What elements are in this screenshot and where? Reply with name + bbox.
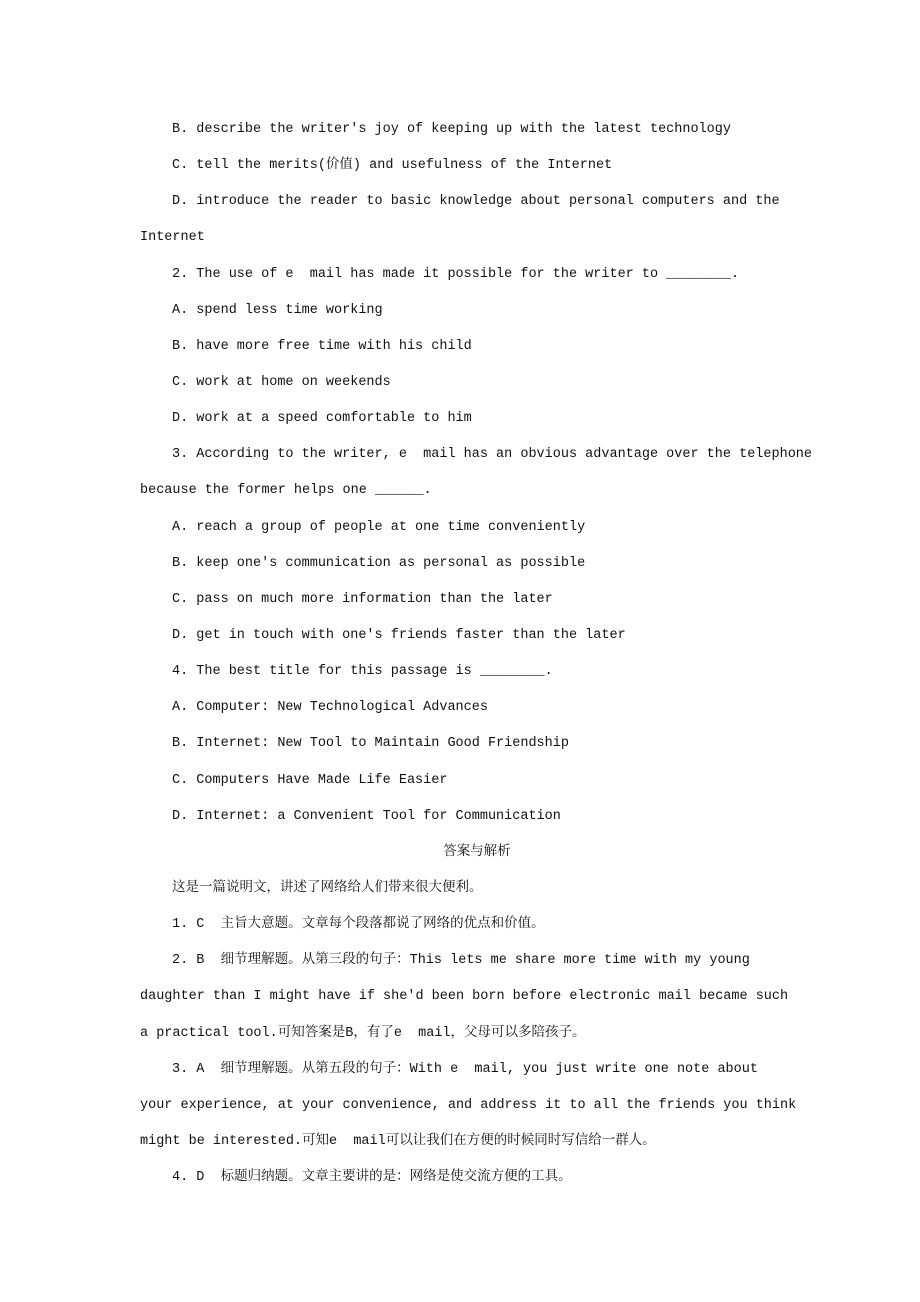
- answer-1: 1. C 主旨大意题。文章每个段落都说了网络的优点和价值。: [172, 917, 545, 933]
- answer-4: 4. D 标题归纳题。文章主要讲的是：网络是使交流方便的工具。: [172, 1170, 572, 1186]
- q2-option-d: D. work at a speed comfortable to him: [172, 411, 472, 427]
- q4-option-b: B. Internet: New Tool to Maintain Good Friendship: [172, 736, 569, 752]
- answer-heading: 答案与解析: [443, 844, 511, 860]
- question-4: 4. The best title for this passage is ________.: [172, 664, 553, 680]
- document-page: [0, 112, 920, 1196]
- answer-2-cont: daughter than I might have if she'd been born before electronic mail became such: [140, 989, 789, 1005]
- question-2: 2. The use of e mail has made it possible for the writer to ________.: [172, 266, 740, 282]
- answer-summary: 这是一篇说明文，讲述了网络给人们带来很大便利。: [172, 880, 483, 896]
- answer-3-cont: your experience, at your convenience, and address it to all the friends you think: [140, 1097, 797, 1113]
- q2-option-c: C. work at home on weekends: [172, 374, 391, 390]
- q1-option-d: D. introduce the reader to basic knowledge about personal computers and the: [172, 194, 780, 210]
- q2-option-a: A. spend less time working: [172, 302, 383, 318]
- q3-option-a: A. reach a group of people at one time conveniently: [172, 519, 586, 535]
- q4-option-d: D. Internet: a Convenient Tool for Communication: [172, 808, 561, 824]
- answer-3: 3. A 细节理解题。从第五段的句子：With e mail, you just write one note about: [172, 1061, 758, 1077]
- question-3-cont: because the former helps one ______.: [140, 483, 432, 499]
- q2-option-b: B. have more free time with his child: [172, 338, 472, 354]
- q4-option-c: C. Computers Have Made Life Easier: [172, 772, 448, 788]
- question-3: 3. According to the writer, e mail has an obvious advantage over the telephone: [172, 447, 813, 463]
- q3-option-b: B. keep one's communication as personal as possible: [172, 555, 586, 571]
- q4-option-a: A. Computer: New Technological Advances: [172, 700, 488, 716]
- q1-option-c: C. tell the merits(价值) and usefulness of the Internet: [172, 158, 613, 174]
- q3-option-c: C. pass on much more information than the later: [172, 591, 553, 607]
- q1-option-b: B. describe the writer's joy of keeping up with the latest technology: [172, 122, 731, 137]
- answer-2: 2. B 细节理解题。从第三段的句子：This lets me share more time with my young: [172, 953, 750, 969]
- q1-option-d-cont: Internet: [140, 230, 205, 246]
- answer-3-cont2: might be interested.可知e mail可以让我们在方便的时候同时写信给一群人。: [140, 1133, 656, 1149]
- answer-2-cont2: a practical tool.可知答案是B，有了e mail，父母可以多陪孩子。: [140, 1025, 586, 1041]
- q3-option-d: D. get in touch with one's friends faster than the later: [172, 627, 626, 643]
